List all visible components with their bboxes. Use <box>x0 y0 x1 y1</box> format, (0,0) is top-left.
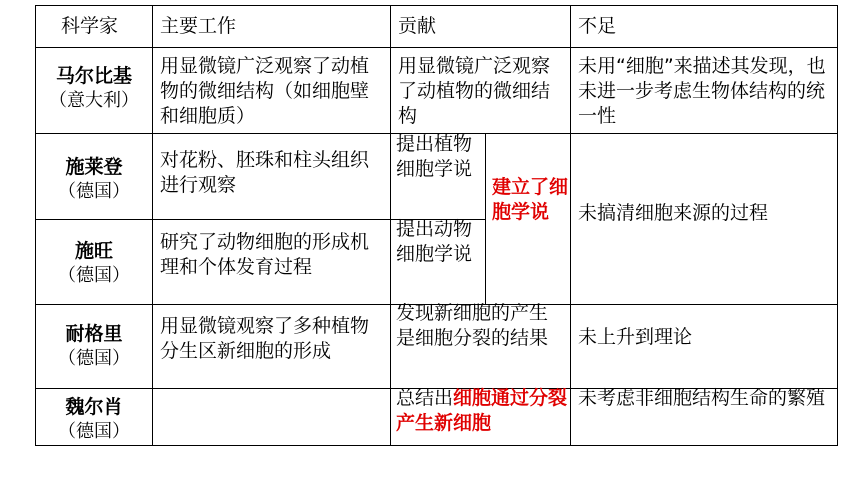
merged-contribution-text: 建立了细胞学说 <box>492 176 568 223</box>
scientist-name: 马尔比基 <box>55 65 132 87</box>
scientist-name-cell <box>39 63 149 113</box>
main-work-text: 研究了动物细胞的形成机理和个体发育过程 <box>160 231 370 278</box>
scientist-name: 魏尔肖 <box>65 396 123 418</box>
table-border-top <box>35 5 838 6</box>
scientist-name-cell <box>39 238 149 288</box>
scientist-country: （德国） <box>58 421 130 442</box>
shortcoming-text: 未用“细胞”来描述其发现，也未进一步考虑生物体结构的统一性 <box>578 55 826 127</box>
contribution-text: 发现新细胞的产生是细胞分裂的结果 <box>396 302 549 349</box>
main-work-text: 对花粉、胚珠和柱头组织进行观察 <box>160 149 370 196</box>
shortcoming-text: 未上升到理论 <box>578 326 693 348</box>
contribution-text: 提出植物细胞学说 <box>396 133 473 180</box>
scientist-name-cell <box>39 154 149 204</box>
main-work-text: 用显微镜广泛观察了动植物的微细结构（如细胞壁和细胞质） <box>160 55 370 127</box>
contribution-text: 用显微镜广泛观察了动植物的微细结构 <box>398 55 551 127</box>
contribution-text: 提出动物细胞学说 <box>396 218 473 265</box>
scientists-table <box>35 5 838 446</box>
table-border-left <box>35 5 36 446</box>
scientist-name: 耐格里 <box>65 323 123 345</box>
scientist-country: （德国） <box>58 181 130 202</box>
header-scientist: 科学家 <box>61 15 119 37</box>
table-border-right <box>837 5 838 446</box>
scientist-country: （意大利） <box>49 90 139 111</box>
contribution-prefix: 总结出 <box>396 387 454 409</box>
column-divider <box>570 5 571 446</box>
scientist-name: 施莱登 <box>65 156 123 178</box>
main-work-text: 用显微镜观察了多种植物分生区新细胞的形成 <box>160 315 370 362</box>
shortcoming-text: 未搞清细胞来源的过程 <box>578 202 769 224</box>
contribution-cell <box>396 386 568 436</box>
row-divider <box>35 47 838 48</box>
table-border-bottom <box>35 445 838 446</box>
header-shortcoming: 不足 <box>578 15 617 37</box>
contribution-highlight: 细胞通过分裂产生新细胞 <box>396 387 568 434</box>
column-divider <box>152 5 153 446</box>
scientist-name-cell <box>39 394 149 444</box>
scientist-country: （德国） <box>58 348 130 369</box>
shortcoming-text: 未考虑非细胞结构生命的繁殖 <box>578 387 826 409</box>
scientist-name-cell <box>39 321 149 371</box>
scientist-country: （德国） <box>58 265 130 286</box>
header-main-work: 主要工作 <box>160 15 237 37</box>
column-divider <box>485 133 486 304</box>
column-divider <box>390 5 391 446</box>
scientist-name: 施旺 <box>74 240 113 262</box>
header-contribution: 贡献 <box>398 15 437 37</box>
